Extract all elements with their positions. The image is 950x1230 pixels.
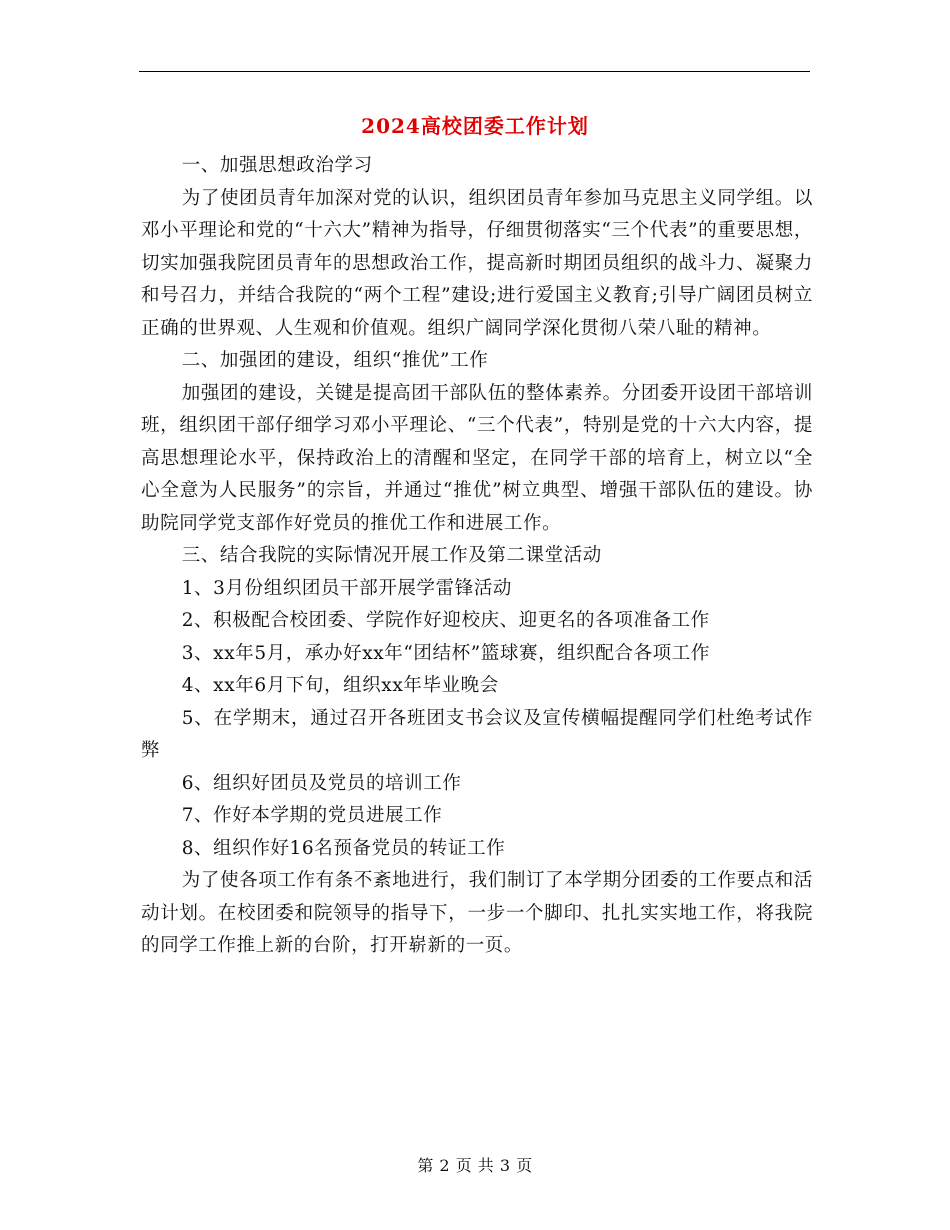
list-item-8: 8、组织作好16名预备党员的转证工作 bbox=[181, 837, 506, 859]
section-heading-1: 一、加强思想政治学习 bbox=[181, 155, 373, 176]
section-heading-3: 三、结合我院的实际情况开展工作及第二课堂活动 bbox=[181, 545, 602, 566]
list-item-4: 4、xx年6月下旬，组织xx年毕业晚会 bbox=[181, 675, 499, 696]
document-body bbox=[141, 150, 813, 963]
list-item-5: 5、在学期末，通过召开各班团支书会议及宣传横幅提醒同学们杜绝考试作弊 bbox=[141, 707, 813, 761]
paragraph-1: 为了使团员青年加深对党的认识，组织团员青年参加马克思主义同学组。以邓小平理论和党的“十六大”精神为指导，仔细贯彻落实“三个代表”的重要思想，切实加强我院团员青年的思想政治工作，提高新时期团员组织的战斗力、凝聚力和号召力，并结合我院的“两个工程”建设;进行爱国主义教育;引导广阔团员树立正确的世界观、人生观和价值观。组织广阔同学深化贯彻八荣八耻的精神。 bbox=[141, 187, 813, 339]
section-heading-2: 二、加强团的建设，组织“推优”工作 bbox=[181, 350, 489, 371]
closing-paragraph: 为了使各项工作有条不紊地进行，我们制订了本学期分团委的工作要点和活动计划。在校团委和院领导的指导下，一步一个脚印、扎扎实实地工作，将我院的同学工作推上新的台阶，打开崭新的一页。 bbox=[141, 870, 813, 956]
header-rule bbox=[139, 71, 810, 72]
list-item-6: 6、组织好团员及党员的培训工作 bbox=[181, 772, 462, 794]
page-footer: 第 2 页 共 3 页 bbox=[417, 1156, 533, 1175]
paragraph-2: 加强团的建设，关键是提高团干部队伍的整体素养。分团委开设团干部培训班，组织团干部仔细学习邓小平理论、“三个代表”，特别是党的十六大内容，提高思想理论水平，保持政治上的清醒和坚定，在同学干部的培育上，树立以“全心全意为人民服务”的宗旨，并通过“推优”树立典型、增强干部队伍的建设。协助院同学党支部作好党员的推优工作和进展工作。 bbox=[141, 382, 813, 534]
document-title: 2024高校团委工作计划 bbox=[361, 114, 589, 138]
list-item-7: 7、作好本学期的党员进展工作 bbox=[181, 805, 443, 826]
list-item-2: 2、积极配合校团委、学院作好迎校庆、迎更名的各项准备工作 bbox=[181, 610, 710, 631]
list-item-3: 3、xx年5月，承办好xx年“团结杯”篮球赛，组织配合各项工作 bbox=[181, 642, 710, 664]
list-item-1: 1、3月份组织团员干部开展学雷锋活动 bbox=[181, 577, 513, 599]
